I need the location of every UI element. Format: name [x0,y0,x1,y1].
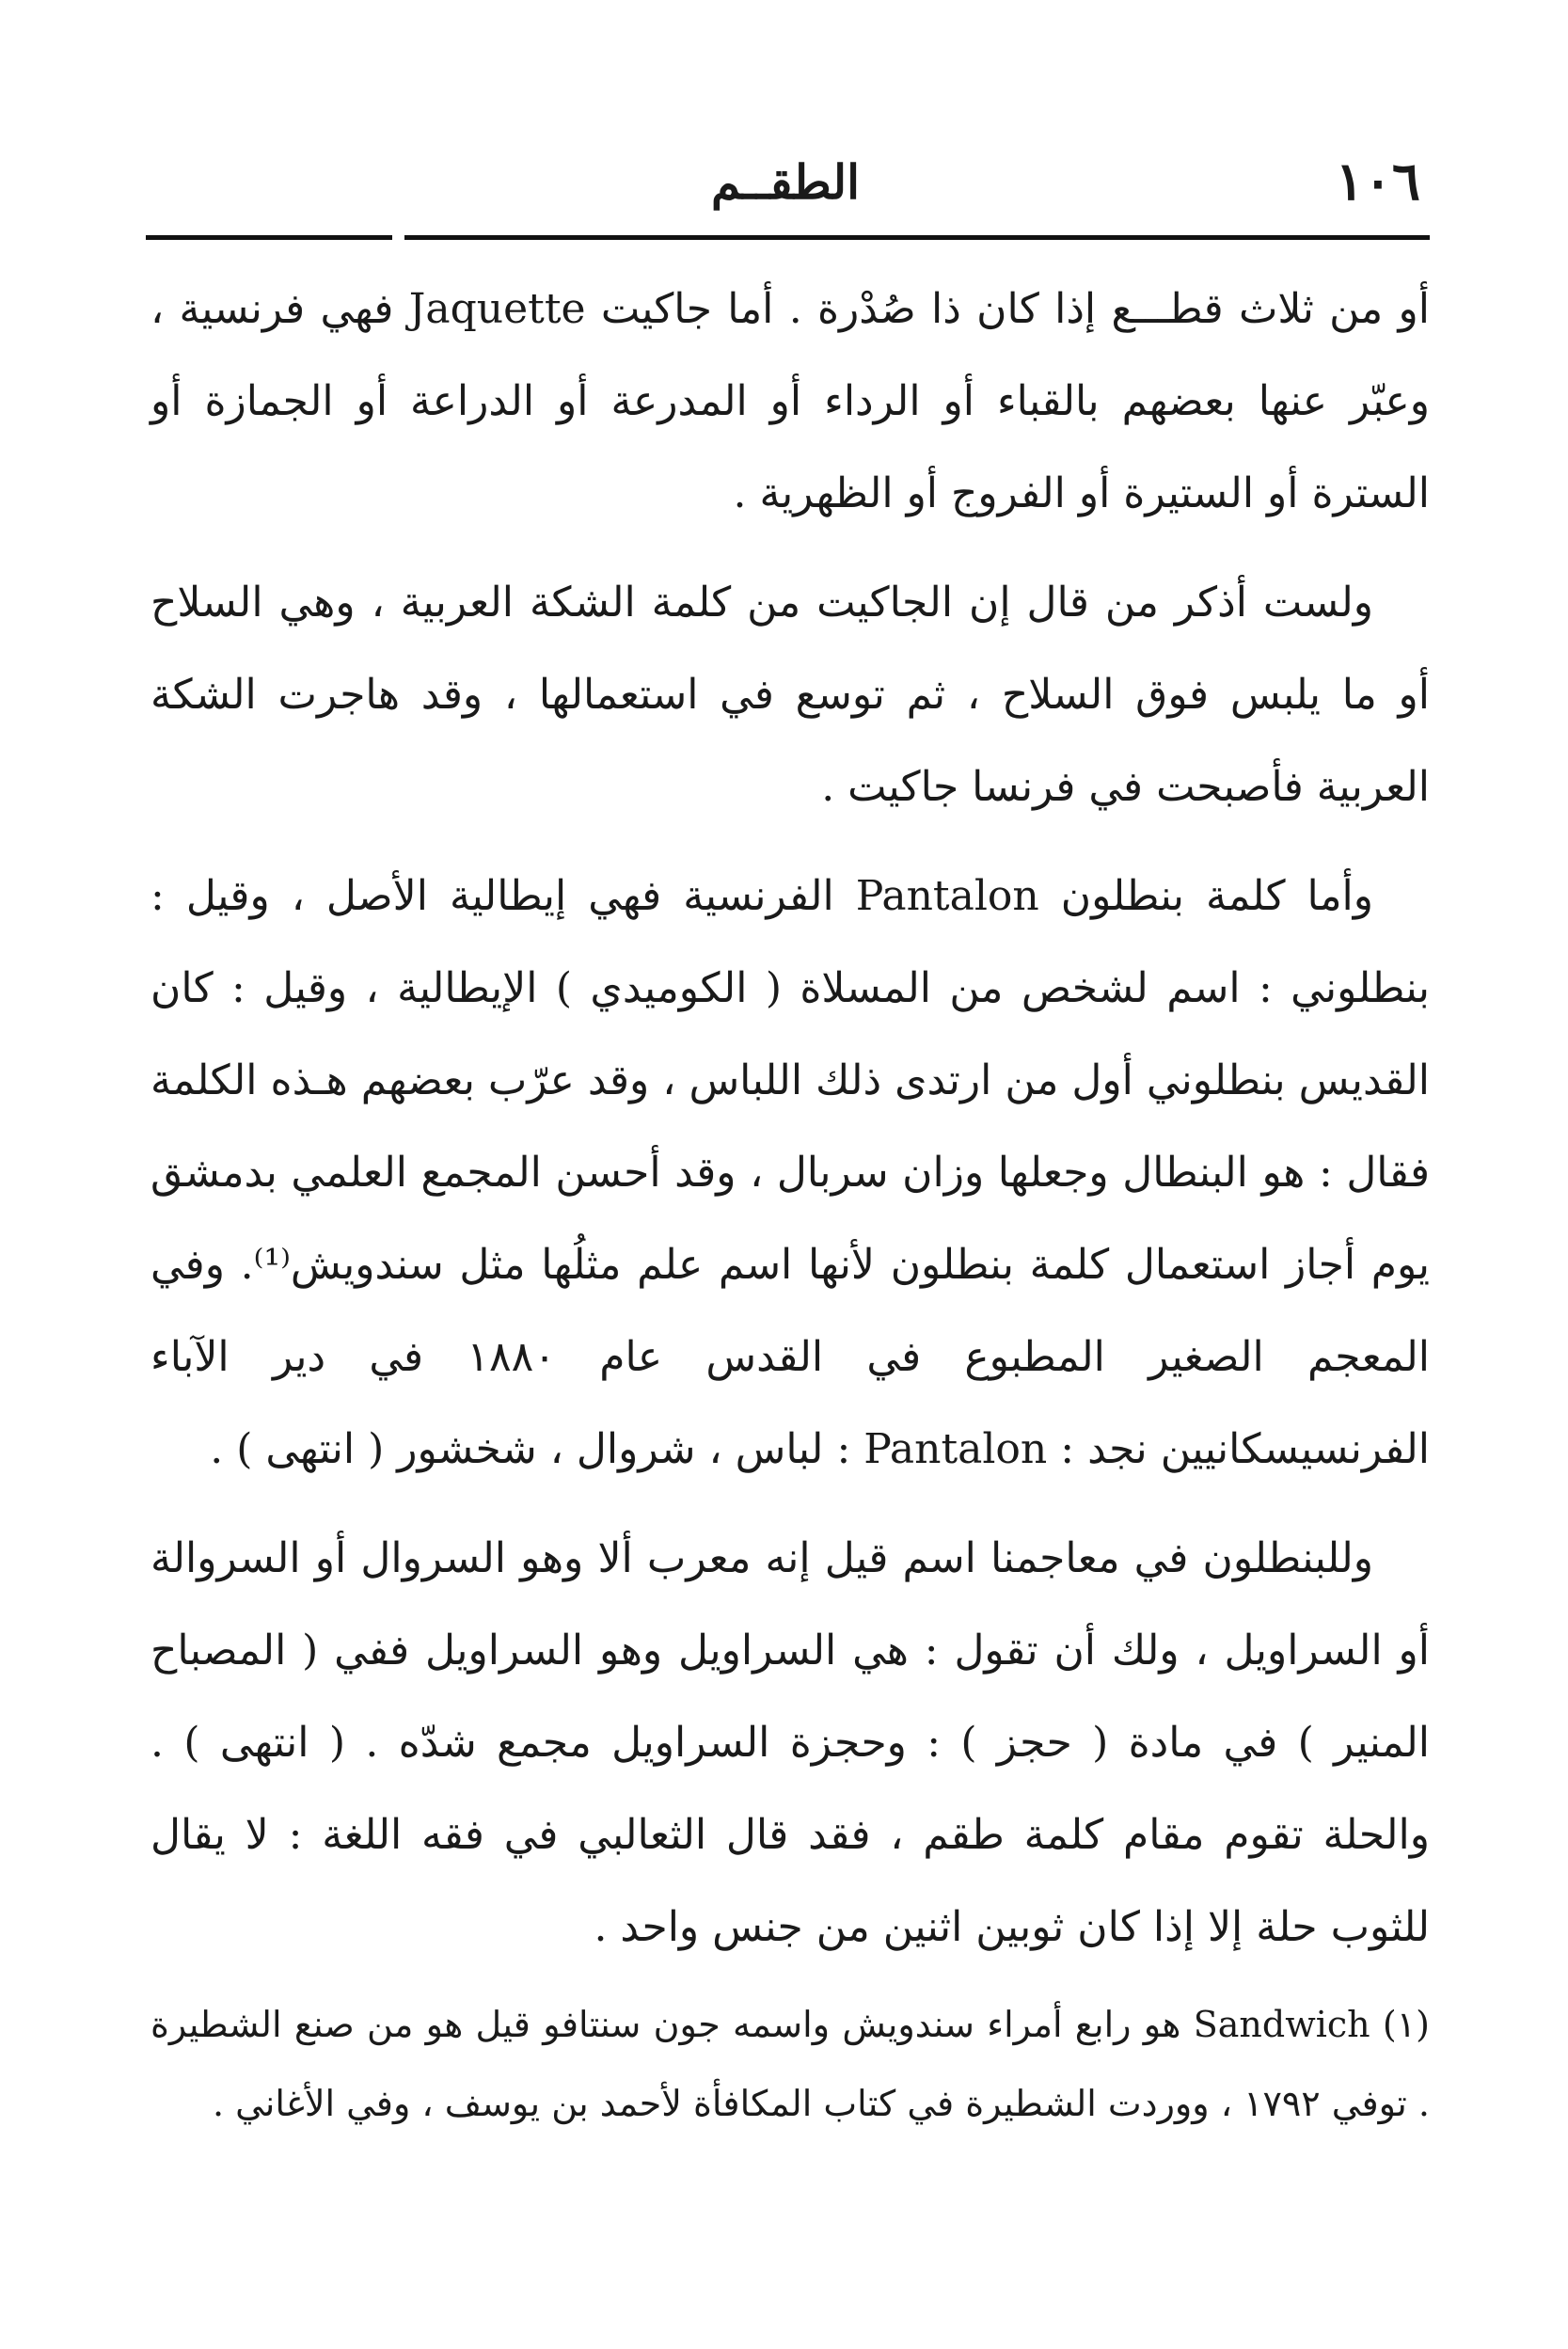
footnote-1: (١) Sandwich هو رابع أمراء سندويش واسمه جون سنتافو قيل هو من صنع الشطيرة . توفي ١٧٩٢ ، ووردت الشطيرة في كتاب المكافأة لأحمد بن يوسف ، وفي الأغاني . [150,2004,1430,2124]
header-rule-left [146,235,392,240]
paragraph-1: أو من ثلاث قطـــع إذا كان ذا صُدْرة . أما جاكيت Jaquette فهي فرنسية ، وعبّر عنها بعضهم بالقباء أو الرداء أو المدرعة أو الدراعة أو الجمازة أو السترة أو الستيرة أو الفروج أو الظهرية . [150,285,1430,517]
page-header [141,141,1430,226]
footnotes [150,1985,1430,2160]
running-title: الطقــم [710,154,860,210]
paragraph-3: وأما كلمة بنطلون Pantalon الفرنسية فهي إيطالية الأصل ، وقيل : بنطلوني : اسم لشخص من المسلاة ( الكوميدي ) الإيطالية ، وقيل : كان القديس بنطلوني أول من ارتدى ذلك اللباس ، وقد عرّب بعضهم هـذه الكلمة فقال : هو البنطال وجعلها وزان سربال ، وقد أحسن المجمع العلمي بدمشق يوم أجاز استعمال كلمة بنطلون لأنها اسم علم مثلُها مثل سندويش⁽¹⁾. وفي المعجم الصغير المطبوع في القدس عام ١٨٨٠ في دير الآباء الفرنسيسكانيين نجد : Pantalon : لباس ، شروال ، شخشور ( انتهى ) . [150,872,1430,1473]
paragraph-2: ولست أذكر من قال إن الجاكيت من كلمة الشكة العربية ، وهي السلاح أو ما يلبس فوق السلاح ، ثم توسع في استعمالها ، وقد هاجرت الشكة العربية فأصبحت في فرنسا جاكيت . [150,579,1430,811]
main-text [150,263,1430,1991]
paragraph-4: وللبنطلون في معاجمنا اسم قيل إنه معرب ألا وهو السروال أو السروالة أو السراويل ، ولك أن تقول : هي السراويل وهو السراويل ففي ( المصباح المنير ) في مادة ( حجز ) : وحجزة السراويل مجمع شدّه . ( انتهى ) . والحلة تقوم مقام كلمة طقم ، فقد قال الثعالبي في فقه اللغة : لا يقال للثوب حلة إلا إذا كان ثوبين اثنين من جنس واحد . [150,1534,1430,1951]
page-number: ١٠٦ [1335,151,1420,213]
header-rule-right [404,235,1430,240]
